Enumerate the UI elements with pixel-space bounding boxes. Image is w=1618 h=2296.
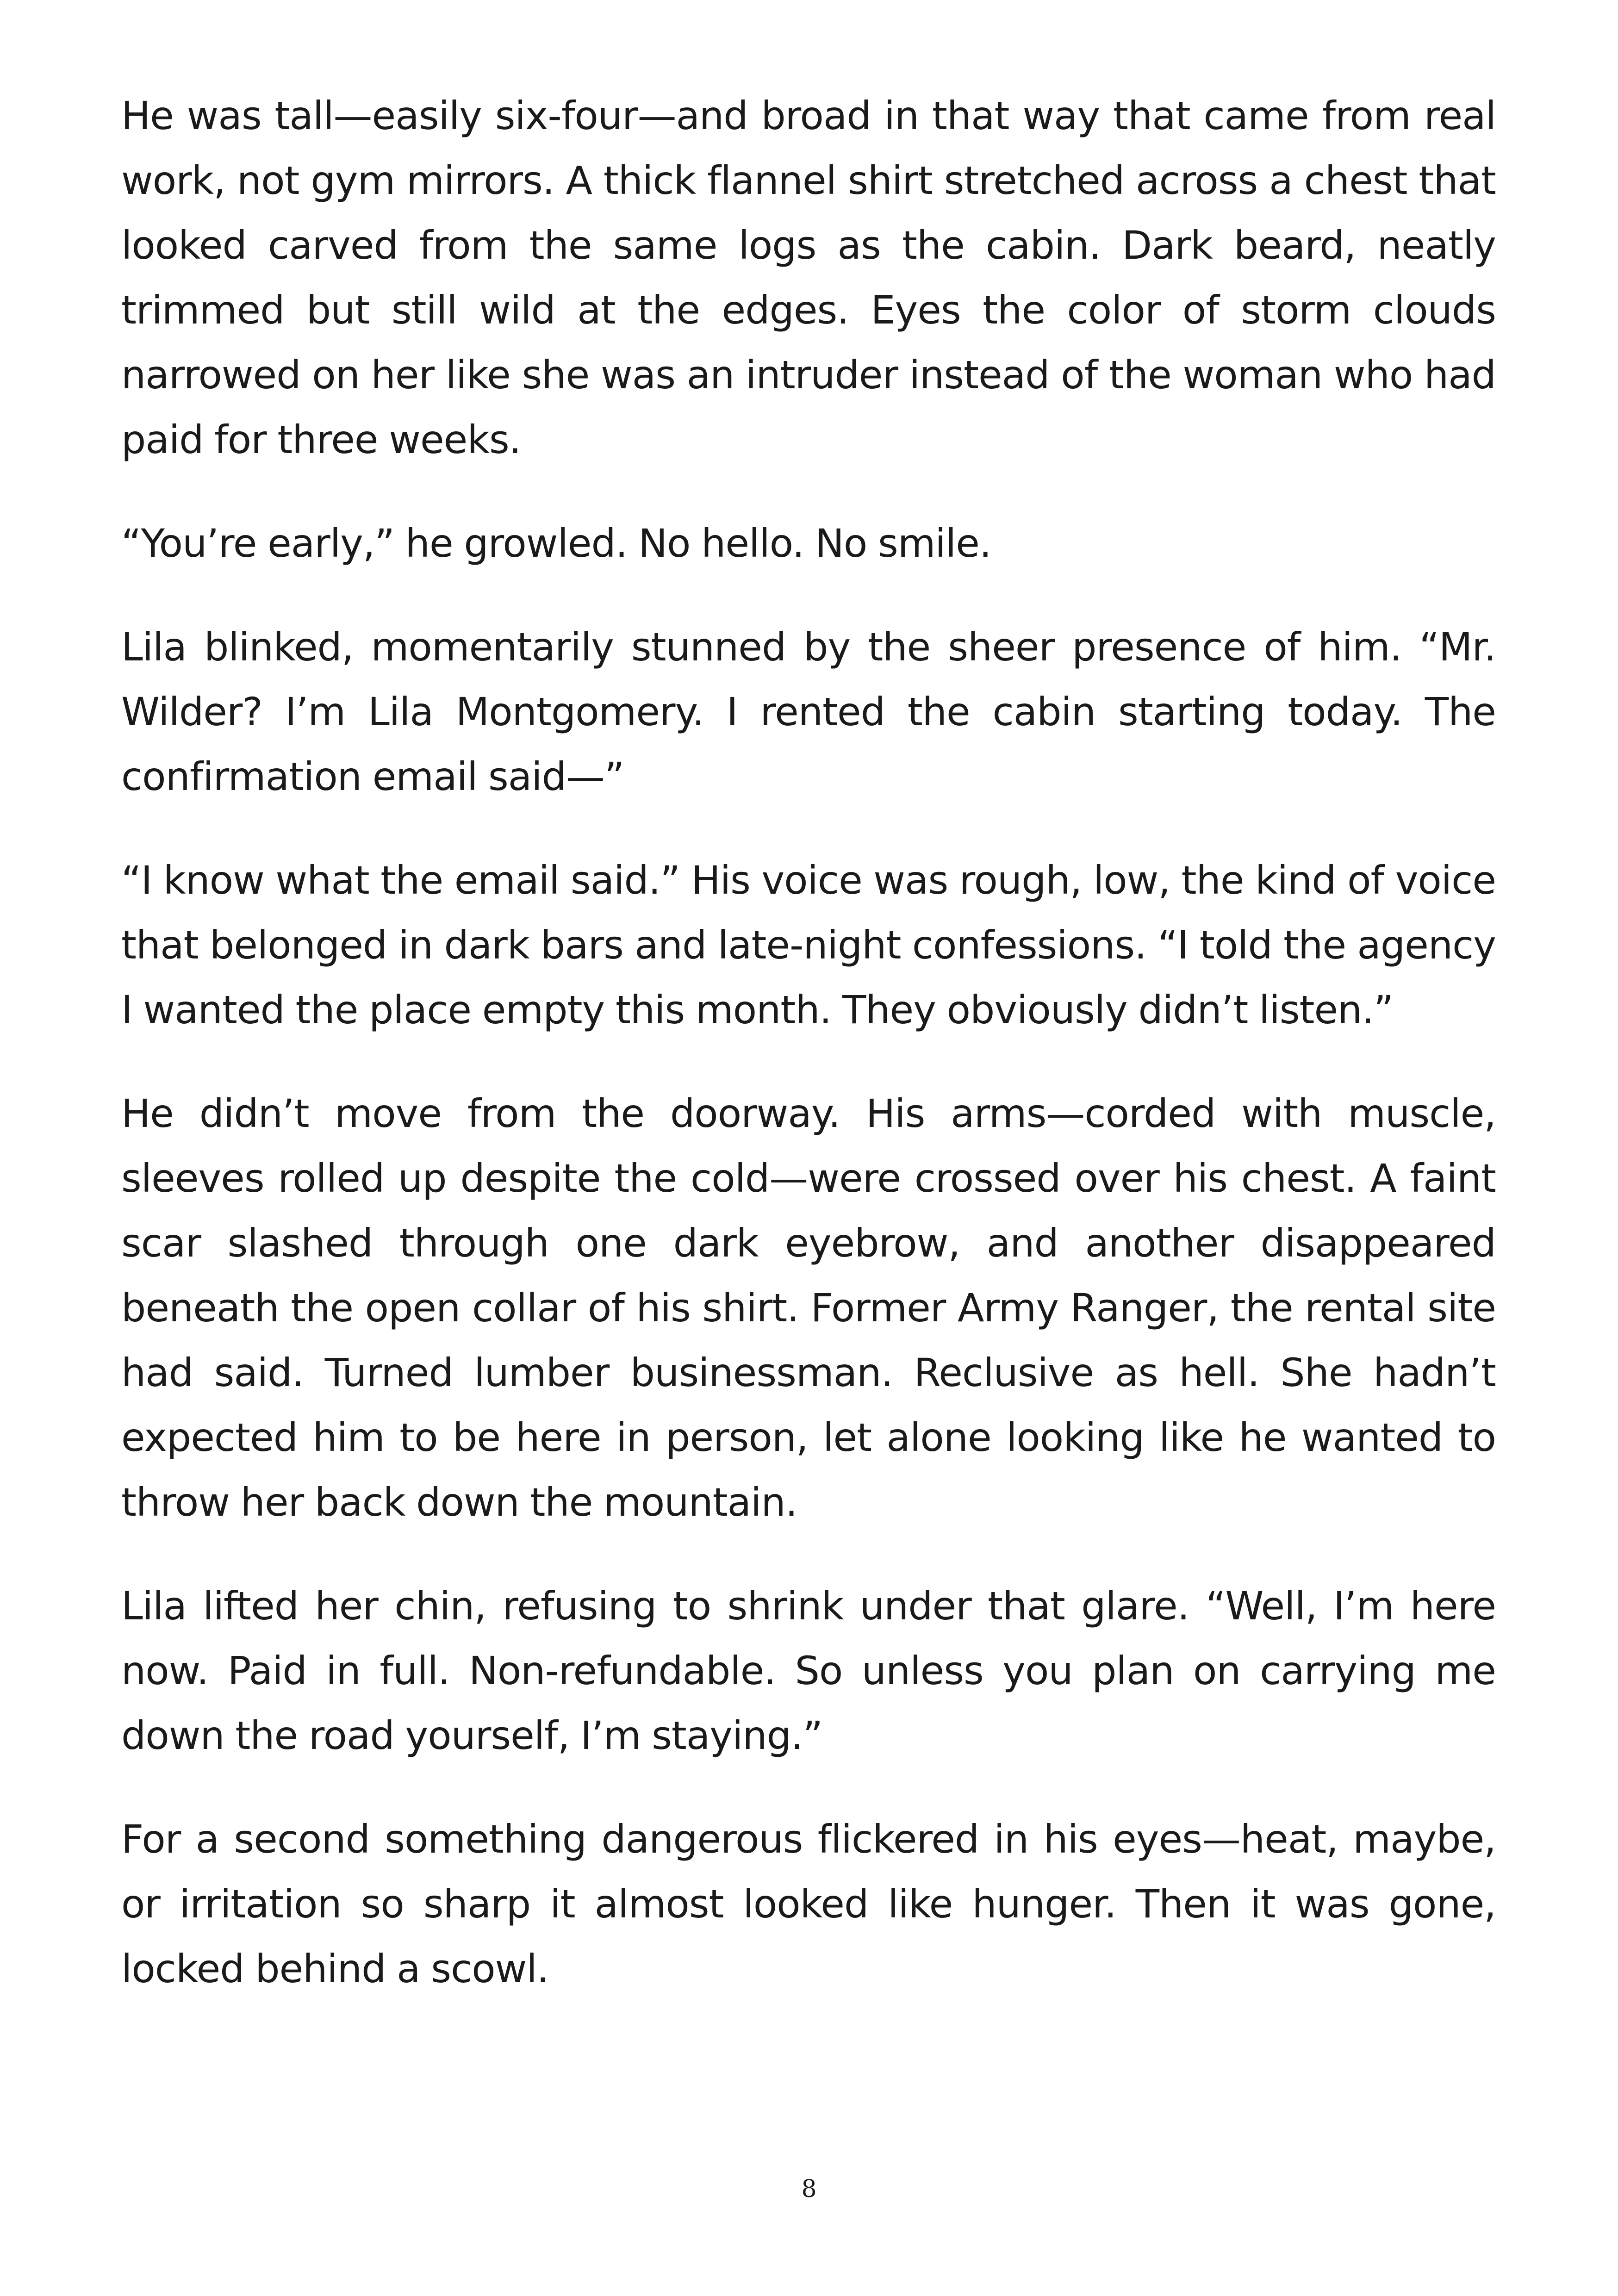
paragraph: For a second something dangerous flickered in his eyes—heat, maybe, or irritation so sharp it almost looked like hunger. Then it was gone, locked behind a scowl. [121,1817,1496,1991]
paragraph: “You’re early,” he growled. No hello. No smile. [121,521,991,566]
paragraph: He was tall—easily six-four—and broad in that way that came from real work, not gym mirrors. A thick flannel shirt stretched across a chest that looked carved from the same logs as the cabin. Dark beard, neatly trimmed but still wild at the edges. Eyes the color of storm clouds narrowed on her like she was an intruder instead of the woman who had paid for three weeks. [121,93,1496,462]
paragraph: Lila lifted her chin, refusing to shrink under that glare. “Well, I’m here now. Paid in full. Non-refundable. So unless you plan on carrying me down the road yourself, I’m staying.” [121,1583,1496,1758]
page-number: 8 [801,2175,817,2203]
paragraph: “I know what the email said.” His voice was rough, low, the kind of voice that belonged in dark bars and late-night confessions. “I told the agency I wanted the place empty this month. They obviously didn’t listen.” [121,858,1496,1033]
document-body [121,83,1496,2040]
paragraph: He didn’t move from the doorway. His arms—corded with muscle, sleeves rolled up despite the cold—were crossed over his chest. A faint scar slashed through one dark eyebrow, and another disappeared beneath the open collar of his shirt. Former Army Ranger, the rental site had said. Turned lumber businessman. Reclusive as hell. She hadn’t expected him to be here in person, let alone looking like he wanted to throw her back down the mountain. [121,1091,1496,1525]
paragraph: Lila blinked, momentarily stunned by the sheer presence of him. “Mr. Wilder? I’m Lila Montgomery. I rented the cabin starting today. The confirmation email said—” [121,624,1496,799]
